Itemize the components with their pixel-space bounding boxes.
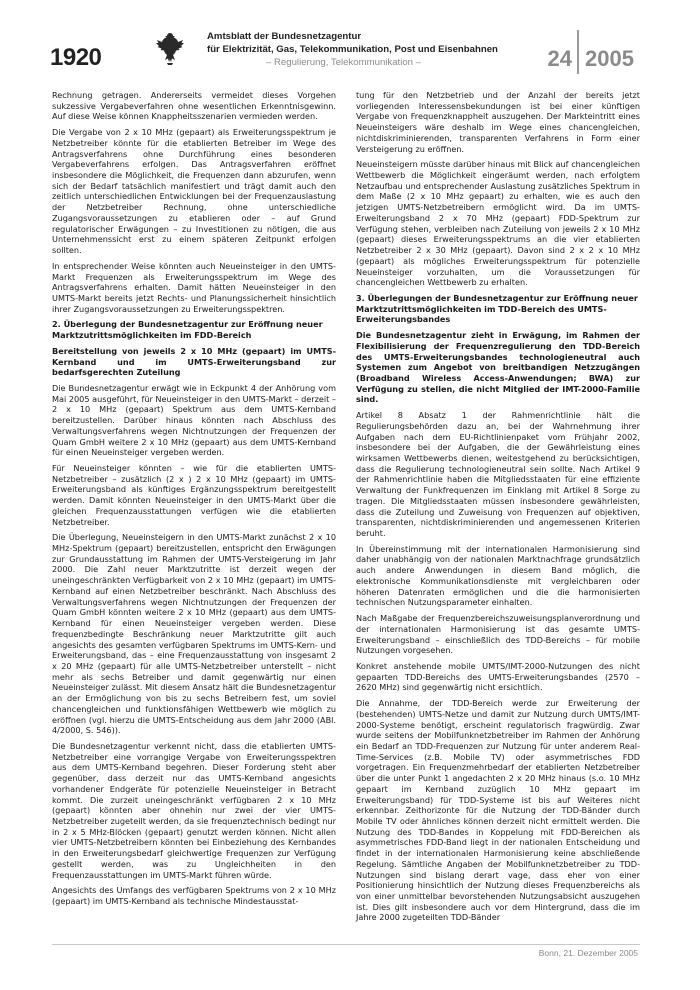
gazette-title-line2: für Elektrizität, Gas, Telekommunikation, Post und Eisenbahnen	[207, 44, 498, 55]
right-body-paragraph: Konkret anstehende mobile UMTS/IMT-2000-Nutzungen des nicht gepaarten TDD-Bereichs des UMTS-Erweiterungsbandes (2570 – 2620 MHz) sind gegenwärtig nicht ersichtlich.	[356, 660, 640, 693]
gazette-subtitle: – Regulierung, Telekommunikation –	[266, 57, 422, 68]
issue-year: 2005	[585, 46, 634, 71]
right-column	[356, 90, 640, 928]
page-number: 1920	[50, 44, 102, 71]
left-body-paragraph: Die Bundesnetzagentur erwägt wie in Eckpunkt 4 der Anhörung vom Mai 2005 ausgeführt, für Neueinsteiger in den UMTS-Markt – derzeit – 2 x 10 MHz (gepaart) Spektrum aus dem UMTS-Kernband bereitzustellen. Darüber hinaus könnten nach Abschluss des Verwaltungsverfahrens wegen Nichtnutzungen der Frequenzen der Quam GmbH weitere 2 x 10 MHz (gepaart) aus dem UMTS-Kernband für einen Neueinsteiger vergeben werden.	[52, 382, 336, 458]
left-body-paragraph: Für Neueinsteiger könnten – wie für die etablierten UMTS-Netzbetreiber – zusätzlich (2 x ) 2 x 10 MHz (gepaart) im UMTS-Erweiterungsband als künftiges Ergänzungsspektrum bereitgestellt werden. Damit könnten Neueinsteiger in den UMTS-Markt über die gleichen Frequenzausstattungen verfügen wie die etablierten Netzbetreiber.	[52, 463, 336, 527]
right-body-paragraph: Nach Maßgabe der Frequenzbereichszuweisungsplanverordnung und der internationalen Harmonisierung ist das gesamte UMTS-Erweiterungsband – einschließlich des TDD-Bereichs – für mobile Nutzungen vorgesehen.	[356, 613, 640, 656]
header-divider	[577, 30, 579, 74]
left-body-paragraph: Angesichts des Umfangs des verfügbaren Spektrums von 2 x 10 MHz (gepaart) im UMTS-Kernband als technische Mindestausstat-	[52, 885, 336, 907]
left-body-paragraph: Rechnung getragen. Andererseits vermeidet dieses Vorgehen sukzessive Vergabeverfahren ohne wesentlichen Erkenntnisgewinn. Auf diese Weise können Knappheitsszenarien vermieden werden.	[52, 90, 336, 122]
left-body-paragraph: Die Bundesnetzagentur verkennt nicht, dass die etablierten UMTS-Netzbetreiber eine vorrangige Vergabe von Erweiterungsspektren aus dem UMTS-Kernband begehren. Dieser Forderung steht aber gegenüber, dass derzeit nur das UMTS-Kernband angesichts vorhandener Endgeräte für potenzielle Neueinsteiger in Betracht kommt. Die zurzeit uneingeschränkt verfügbaren 2 x 10 MHz (gepaart) könnten aber ohnehin nur zwei der vier UMTS-Netzbetreiber zugeteilt werden, da sie frequenztechnisch bedingt nur in 2 x 5 MHz-Blöcken (gepaart) genutzt werden können. Nicht allen vier UMTS-Netzbetreibern könnten bei Einbeziehung des Kernbandes in den Erweiterungsbedarf gleichwertige Frequenzen zur Verfügung gestellt werden, was zu Ungleichheiten in den Frequenzausstattungen im UMTS-Markt führen würde.	[52, 740, 336, 880]
gazette-title	[207, 30, 498, 56]
left-lead-paragraph: Bereitstellung von jeweils 2 x 10 MHz (gepaart) im UMTS-Kernband und im UMTS-Erweiterungsband zur bedarfsgerechten Zuteilung	[52, 345, 336, 378]
issue-number: 24	[547, 46, 572, 71]
footer-rule	[52, 944, 640, 945]
left-body-paragraph: In entsprechender Weise könnten auch Neueinsteiger in den UMTS-Markt Frequenzen als Erweiterungsspektrum im Wege des Antragsverfahrens erhalten. Damit hätten Neueinsteiger in den UMTS-Markt bereits jetzt Rechts- und Planungssicherheit hinsichtlich ihrer Zugangsvoraussetzungen zu Erweiterungsspektren.	[52, 260, 336, 314]
right-body-paragraph: tung für den Netzbetrieb und der Anzahl der bereits jetzt vorliegenden Interessensbekundungen ist bei einer künftigen Vergabe von Frequenzknappheit auszugehen. Der Markteintritt eines Neueinsteigers wäre deshalb im Wege eines chancengleichen, nichtdiskriminierenden, transparenten Verfahrens in Form einer Versteigerung zu eröffnen.	[356, 90, 640, 154]
right-section-heading: 3. Überlegungen der Bundesnetzagentur zur Eröffnung neuer Marktzutrittsmöglichkeiten im TDD-Bereich des UMTS-Erweiterungsbandes	[356, 292, 638, 325]
right-body-paragraph: Artikel 8 Absatz 1 der Rahmenrichtlinie hält die Regulierungsbehörden dazu an, bei der Wahrnehmung ihrer Aufgaben nach dem EU-Richtlinienpaket vom Frühjahr 2002, insbesondere bei der Aufgaben, die der Gewährleistung eines wirksamen Wettbewerbs dienen, weitestgehend zu berücksichtigen, dass die Regulierung technologieneutral sein sollte. Nach Artikel 9 der Rahmenrichtlinie haben die Mitgliedsstaaten für eine effiziente Verwaltung der Funkfrequenzen im Einklang mit Artikel 8 Sorge zu tragen. Die Mitgliedsstaaten müssen insbesondere gewährleisten, dass die Zuteilung und Zuweisung von Frequenzen auf objektiven, transparenten, nichtdiskriminierenden und angemessenen Kriterien beruht.	[356, 410, 640, 539]
gazette-title-line1: Amtsblatt der Bundesnetzagentur	[207, 31, 362, 42]
right-lead-paragraph: Die Bundesnetzagentur zieht in Erwägung, im Rahmen der Flexibilisierung der Frequenzregulierung den TDD-Bereich des UMTS-Erweiterungsbandes technologieneutral auch Systemen zum Angebot von breitbandigen Netzzugängen (Broadband Wireless Access-Anwendungen; BWA) zur Verfügung zu stellen, die nicht Mitglied der IMT-2000-Familie sind.	[356, 330, 640, 405]
footer-place-date: Bonn, 21. Dezember 2005	[538, 948, 638, 958]
left-body-paragraph: Die Vergabe von 2 x 10 MHz (gepaart) als Erweiterungsspektrum je Netzbetreiber könnte für die etablierten Betreiber im Wege des Antragsverfahrens ohne Durchführung eines besonderen Vergabeverfahrens erfolgen. Das Antragsverfahren eröffnet insbesondere die Möglichkeit, die Frequenzen dann abzurufen, wenn sich der Bedarf tatsächlich manifestiert und trägt damit auch den zeitlich unterschiedlichen Entwicklungen bei der Frequenzauslastung der Netzbetreiber Rechnung, ohne unterschiedliche Zugangsvoraussetzungen zu etablieren oder – auf Grund regulatorischer Erwägungen – zu Investitionen zu nötigen, die aus Unternehmenssicht erst zu einem späteren Zeitpunkt erfolgen sollten.	[52, 127, 336, 256]
right-body-paragraph: In Übereinstimmung mit der internationalen Harmonisierung sind daher unabhängig von der nationalen Marktnachfrage grundsätzlich auch andere Anwendungen in diesem Band möglich, die elektronische Kommunikationsdienste mit vergleichbaren oder höheren Datenraten ermöglichen und die die harmonisierten technischen Nutzungsparameter einhalten.	[356, 543, 640, 608]
federal-eagle-icon	[155, 30, 185, 66]
left-body-paragraph: Die Überlegung, Neueinsteigern in den UMTS-Markt zunächst 2 x 10 MHz-Spektrum (gepaart) bereitzustellen, entspricht den Erwägungen zur Grundausstattung im Rahmen der UMTS-Versteigerung im Jahr 2000. Die Zahl neuer Marktzutritte ist derzeit wegen der uneingeschränkten Verfügbarkeit von 2 x 10 MHz (gepaart) im UMTS-Kernband auf einen Netzbetreiber beschränkt. Nach Abschluss des Verwaltungsverfahrens wegen Nichtnutzungen der Frequenzen der Quam GmbH könnten weitere 2 x 10 MHz (gepaart) aus dem UMTS-Kernband für einen Neueinsteiger vergeben werden. Diese frequenzbedingte Beschränkung neuer Marktzutritte gilt auch angesichts des gesamten verfügbaren Spektrums im UMTS-Kern- und Erweiterungsband, das – eine Frequenzausstattung von insgesamt 2 x 20 MHz (gepaart) für alle UMTS-Netzbetreiber unterstellt – nicht mehr als sechs Betreiber und damit gegenwärtig nur einen Neueinsteiger zulässt. Mit diesem Ansatz hält die Bundesnetzagentur an der Ermöglichung von bis zu sechs Betreibern fest, um soviel chancengleichen und funktionsfähigen Wettbewerb wie möglich zu eröffnen (vgl. hierzu die UMTS-Entscheidung aus dem Jahr 2000 (ABl. 4/2000, S. 546)).	[52, 532, 336, 736]
right-body-paragraph: Neueinsteigern müsste darüber hinaus mit Blick auf chancengleichen Wettbewerb die Möglichkeit eingeräumt werden, nach erfolgtem Netzaufbau und entsprechender Auslastung zusätzliches Spektrum in dem Maße (2 x 10 MHz gepaart) zu erhalten, wie es auch den jetzigen UMTS-Netzbetreibern ermöglicht wird. Da im UMTS-Erweiterungsband 2 x 70 MHz (gepaart) FDD-Spektrum zur Verfügung stehen, verbleiben nach Zuteilung von jeweils 2 x 10 MHz (gepaart) dieses Erweiterungsspektrums an die vier etablierten Netzbetreiber 2 x 30 MHz (gepaart). Davon sind 2 x 2 x 10 MHz (gepaart) als mögliches Erweiterungsspektrum für potenzielle Neueinsteiger vorzuhalten, um die Voraussetzungen für chancengleichen Wettbewerb zu erhalten.	[356, 159, 640, 288]
left-section-heading: 2. Überlegung der Bundesnetzagentur zur Eröffnung neuer Marktzutrittsmöglichkeiten im FDD-Bereich	[52, 319, 323, 341]
left-column	[52, 90, 336, 912]
right-body-paragraph: Die Annahme, der TDD-Bereich werde zur Erweiterung der (bestehenden) UMTS-Netze und damit zur Nutzung durch UMTS/IMT-2000-Systeme benötigt, erscheint regulatorisch fragwürdig. Zwar wurde seitens der Mobilfunknetzbetreiber im Rahmen der Anhörung ein Bedarf an TDD-Frequenzen zur Nutzung für unter anderem Real-Time-Services (z.B. Mobile TV) oder asymmetrisches FDD vorgetragen. Ein Frequenzmehrbedarf der etablierten Netzbetreiber über die unter Punkt 1 angedachten 2 x 20 MHz hinaus (s.o. 10 MHz gepaart im Kernband zuzüglich 10 MHz gepaart im Erweiterungsband) für TDD-Systeme ist bis auf Weiteres nicht erkennbar. Zeithorizonte für die Nutzung der TDD-Bänder durch Mobile TV oder ähnliches können derzeit nicht ermittelt werden. Die Nutzung des TDD-Bandes in Koppelung mit FDD-Bereichen als asymmetrisches FDD-Band liegt in der nationalen Entscheidung und findet in der internationalen Harmonisierung keine abschließende Regelung. Sämtliche Angaben der Mobilfunknetzbetreiber zu TDD-Nutzungen sind bislang derart vage, dass eher von einer Positionierung hinsichtlich der Nutzung dieses Frequenzbereichs als von einer unmittelbar bevorstehenden Nutzungsabsicht auszugehen ist. Dies gilt insbesondere auch vor dem Hintergrund, dass die im Jahre 2000 zugeteilten TDD-Bänder	[356, 698, 640, 923]
